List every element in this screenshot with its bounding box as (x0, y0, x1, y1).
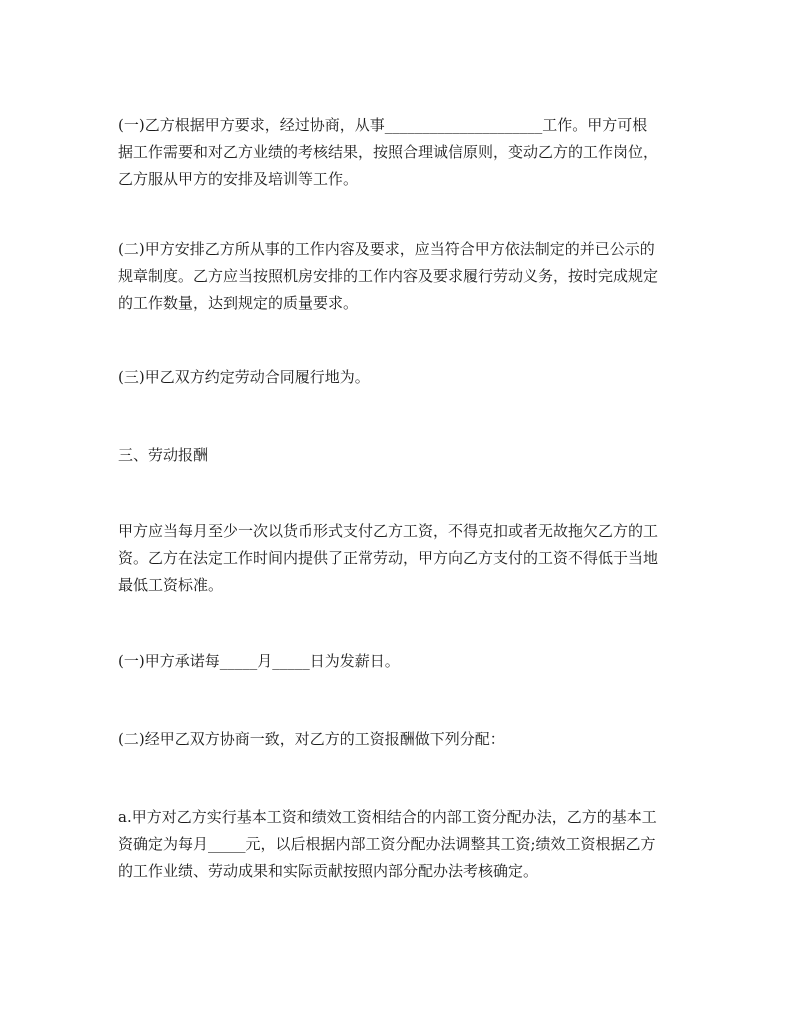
paragraph-basic-wage (118, 804, 690, 885)
text-line: (二)甲方安排乙方所从事的工作内容及要求，应当符合甲方依法制定的并已公示的 (118, 240, 655, 258)
section-heading (118, 442, 690, 469)
text-line: 据工作需要和对乙方业绩的考核结果，按照合理诚信原则，变动乙方的工作岗位， (118, 143, 659, 161)
text-line: (二)经甲乙双方协商一致，对乙方的工资报酬做下列分配： (118, 730, 505, 748)
text-line: 的工作数量，达到规定的质量要求。 (118, 294, 359, 312)
text-line: (一)甲方承诺每_____月_____日为发薪日。 (118, 652, 400, 670)
text-line: (三)甲乙双方约定劳动合同履行地为。 (118, 368, 370, 386)
text-line: 最低工资标准。 (118, 576, 224, 594)
text-line: 乙方服从甲方的安排及培训等工作。 (118, 170, 359, 188)
paragraph-wage-distribution (118, 726, 690, 753)
paragraph-work-content (118, 236, 690, 317)
heading-text: 三、劳动报酬 (118, 446, 209, 464)
paragraph-wage-payment (118, 518, 690, 599)
paragraph-payday (118, 648, 690, 675)
text-line: 资确定为每月_____元，以后根据内部工资分配办法调整其工资;绩效工资根据乙方 (118, 835, 656, 853)
text-line: a.甲方对乙方实行基本工资和绩效工资相结合的内部工资分配办法，乙方的基本工 (118, 808, 657, 826)
text-line: (一)乙方根据甲方要求，经过协商，从事_____________________工作。甲方可根 (118, 116, 648, 134)
text-line: 资。乙方在法定工作时间内提供了正常劳动，甲方向乙方支付的工资不得低于当地 (118, 549, 659, 567)
text-line: 的工作业绩、劳动成果和实际贡献按照内部分配办法考核确定。 (118, 862, 539, 880)
text-line: 规章制度。乙方应当按照机房安排的工作内容及要求履行劳动义务，按时完成规定 (118, 267, 659, 285)
text-line: 甲方应当每月至少一次以货币形式支付乙方工资，不得克扣或者无故拖欠乙方的工 (118, 522, 659, 540)
paragraph-job-duties (118, 112, 690, 193)
paragraph-work-location (118, 364, 690, 391)
